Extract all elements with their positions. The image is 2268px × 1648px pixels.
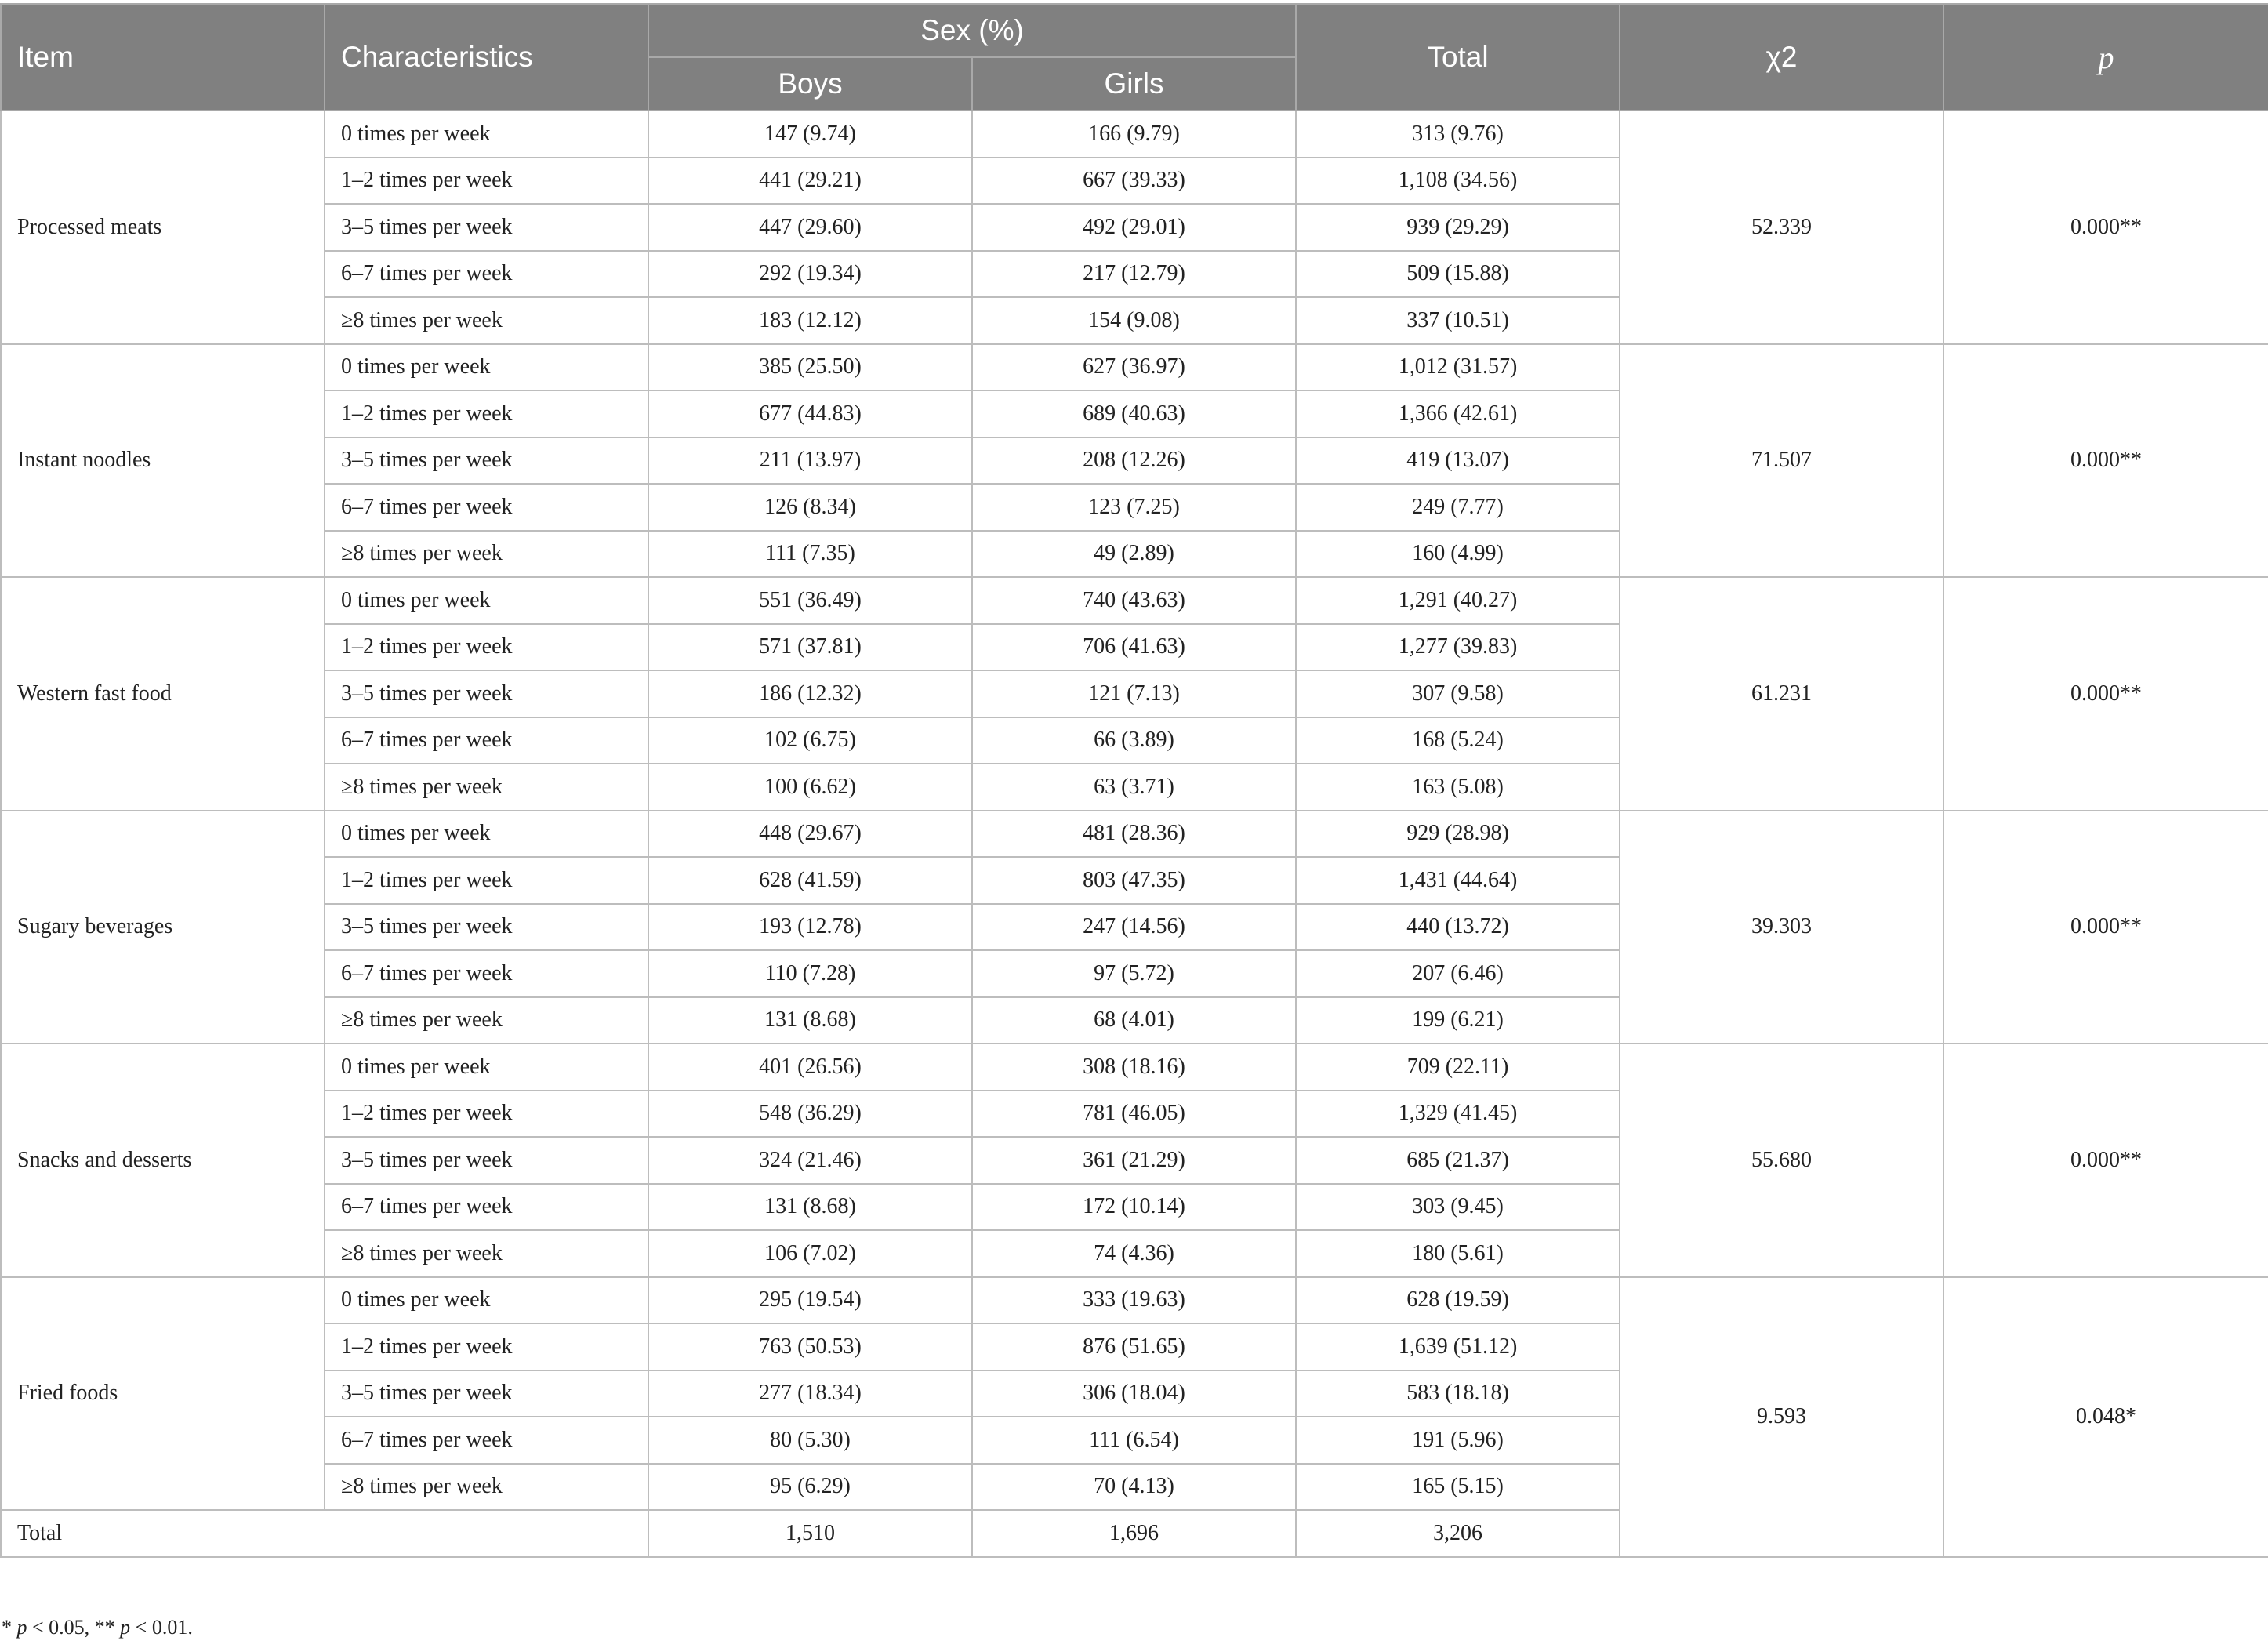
total-cell: 939 (29.29) (1296, 204, 1620, 251)
boys-cell: 126 (8.34) (648, 484, 972, 531)
table-row (1, 577, 2268, 624)
boys-cell: 677 (44.83) (648, 390, 972, 437)
total-cell: 628 (19.59) (1296, 1277, 1620, 1324)
header-item: Item (1, 4, 325, 111)
boys-cell: 100 (6.62) (648, 764, 972, 811)
boys-cell: 628 (41.59) (648, 857, 972, 904)
total-cell: 337 (10.51) (1296, 297, 1620, 344)
total-cell: 709 (22.11) (1296, 1044, 1620, 1091)
characteristic-cell: 0 times per week (325, 1277, 648, 1324)
total-cell: 303 (9.45) (1296, 1184, 1620, 1231)
boys-cell: 324 (21.46) (648, 1137, 972, 1184)
characteristic-cell: 3–5 times per week (325, 437, 648, 485)
boys-cell: 548 (36.29) (648, 1091, 972, 1138)
girls-cell: 803 (47.35) (972, 857, 1296, 904)
total-row-girls: 1,696 (972, 1510, 1296, 1557)
girls-cell: 66 (3.89) (972, 717, 1296, 764)
girls-cell: 876 (51.65) (972, 1323, 1296, 1370)
total-cell: 1,329 (41.45) (1296, 1091, 1620, 1138)
characteristic-cell: 1–2 times per week (325, 1323, 648, 1370)
chi2-cell: 71.507 (1620, 344, 1943, 578)
item-cell: Snacks and desserts (1, 1044, 325, 1277)
girls-cell: 217 (12.79) (972, 251, 1296, 298)
boys-cell: 295 (19.54) (648, 1277, 972, 1324)
header-p: p (1943, 4, 2268, 111)
characteristic-cell: 1–2 times per week (325, 158, 648, 205)
table-body (1, 111, 2268, 1557)
girls-cell: 627 (36.97) (972, 344, 1296, 391)
boys-cell: 292 (19.34) (648, 251, 972, 298)
boys-cell: 106 (7.02) (648, 1230, 972, 1277)
boys-cell: 448 (29.67) (648, 811, 972, 858)
girls-cell: 123 (7.25) (972, 484, 1296, 531)
characteristic-cell: 6–7 times per week (325, 717, 648, 764)
table-row (1, 1277, 2268, 1324)
boys-cell: 186 (12.32) (648, 670, 972, 717)
total-cell: 199 (6.21) (1296, 997, 1620, 1044)
item-cell: Western fast food (1, 577, 325, 811)
total-cell: 313 (9.76) (1296, 111, 1620, 158)
characteristic-cell: 3–5 times per week (325, 204, 648, 251)
characteristic-cell: 3–5 times per week (325, 1370, 648, 1417)
girls-cell: 689 (40.63) (972, 390, 1296, 437)
header-boys: Boys (648, 57, 972, 111)
p-value-cell: 0.000** (1943, 111, 2268, 344)
boys-cell: 80 (5.30) (648, 1417, 972, 1464)
girls-cell: 247 (14.56) (972, 904, 1296, 951)
characteristic-cell: 3–5 times per week (325, 904, 648, 951)
item-cell: Instant noodles (1, 344, 325, 578)
girls-cell: 306 (18.04) (972, 1370, 1296, 1417)
p-value-cell: 0.000** (1943, 811, 2268, 1044)
girls-cell: 308 (18.16) (972, 1044, 1296, 1091)
total-cell: 1,108 (34.56) (1296, 158, 1620, 205)
total-cell: 929 (28.98) (1296, 811, 1620, 858)
boys-cell: 111 (7.35) (648, 531, 972, 578)
girls-cell: 49 (2.89) (972, 531, 1296, 578)
total-cell: 1,012 (31.57) (1296, 344, 1620, 391)
girls-cell: 172 (10.14) (972, 1184, 1296, 1231)
total-cell: 419 (13.07) (1296, 437, 1620, 485)
characteristic-cell: ≥8 times per week (325, 764, 648, 811)
total-cell: 1,366 (42.61) (1296, 390, 1620, 437)
boys-cell: 441 (29.21) (648, 158, 972, 205)
boys-cell: 102 (6.75) (648, 717, 972, 764)
total-cell: 207 (6.46) (1296, 950, 1620, 997)
boys-cell: 763 (50.53) (648, 1323, 972, 1370)
footnote-p1: p (16, 1616, 27, 1639)
total-row-total: 3,206 (1296, 1510, 1620, 1557)
characteristic-cell: ≥8 times per week (325, 1230, 648, 1277)
food-frequency-table (0, 3, 2268, 1558)
header-characteristics: Characteristics (325, 4, 648, 111)
footnote-p2: p (120, 1616, 131, 1639)
girls-cell: 208 (12.26) (972, 437, 1296, 485)
header-girls: Girls (972, 57, 1296, 111)
total-cell: 583 (18.18) (1296, 1370, 1620, 1417)
table-row (1, 111, 2268, 158)
girls-cell: 333 (19.63) (972, 1277, 1296, 1324)
characteristic-cell: 3–5 times per week (325, 670, 648, 717)
boys-cell: 131 (8.68) (648, 1184, 972, 1231)
girls-cell: 68 (4.01) (972, 997, 1296, 1044)
characteristic-cell: ≥8 times per week (325, 531, 648, 578)
total-cell: 165 (5.15) (1296, 1464, 1620, 1511)
boys-cell: 193 (12.78) (648, 904, 972, 951)
total-cell: 307 (9.58) (1296, 670, 1620, 717)
boys-cell: 385 (25.50) (648, 344, 972, 391)
girls-cell: 361 (21.29) (972, 1137, 1296, 1184)
total-cell: 1,639 (51.12) (1296, 1323, 1620, 1370)
total-cell: 163 (5.08) (1296, 764, 1620, 811)
total-cell: 180 (5.61) (1296, 1230, 1620, 1277)
characteristic-cell: 1–2 times per week (325, 1091, 648, 1138)
p-value-cell: 0.000** (1943, 344, 2268, 578)
total-cell: 249 (7.77) (1296, 484, 1620, 531)
boys-cell: 401 (26.56) (648, 1044, 972, 1091)
girls-cell: 121 (7.13) (972, 670, 1296, 717)
characteristic-cell: 0 times per week (325, 344, 648, 391)
chi2-cell: 52.339 (1620, 111, 1943, 344)
boys-cell: 551 (36.49) (648, 577, 972, 624)
girls-cell: 706 (41.63) (972, 624, 1296, 671)
boys-cell: 147 (9.74) (648, 111, 972, 158)
footnote-text1: < 0.05, ** (27, 1616, 121, 1639)
boys-cell: 95 (6.29) (648, 1464, 972, 1511)
footnote-text2: < 0.01. (130, 1616, 193, 1639)
table-row (1, 811, 2268, 858)
girls-cell: 740 (43.63) (972, 577, 1296, 624)
chi2-cell: 9.593 (1620, 1277, 1943, 1557)
total-row-label: Total (1, 1510, 648, 1557)
chi2-cell: 55.680 (1620, 1044, 1943, 1277)
girls-cell: 70 (4.13) (972, 1464, 1296, 1511)
girls-cell: 97 (5.72) (972, 950, 1296, 997)
p-value-cell: 0.048* (1943, 1277, 2268, 1557)
characteristic-cell: 6–7 times per week (325, 950, 648, 997)
total-cell: 1,431 (44.64) (1296, 857, 1620, 904)
characteristic-cell: 0 times per week (325, 111, 648, 158)
girls-cell: 481 (28.36) (972, 811, 1296, 858)
boys-cell: 110 (7.28) (648, 950, 972, 997)
table-row (1, 1044, 2268, 1091)
item-cell: Sugary beverages (1, 811, 325, 1044)
characteristic-cell: 0 times per week (325, 1044, 648, 1091)
total-cell: 1,291 (40.27) (1296, 577, 1620, 624)
p-value-cell: 0.000** (1943, 1044, 2268, 1277)
characteristic-cell: 3–5 times per week (325, 1137, 648, 1184)
girls-cell: 492 (29.01) (972, 204, 1296, 251)
table-header (1, 4, 2268, 111)
girls-cell: 111 (6.54) (972, 1417, 1296, 1464)
table-footnote (2, 1616, 193, 1639)
item-cell: Fried foods (1, 1277, 325, 1511)
table-row (1, 344, 2268, 391)
boys-cell: 277 (18.34) (648, 1370, 972, 1417)
characteristic-cell: 1–2 times per week (325, 390, 648, 437)
header-chi2: χ2 (1620, 4, 1943, 111)
header-total: Total (1296, 4, 1620, 111)
girls-cell: 781 (46.05) (972, 1091, 1296, 1138)
characteristic-cell: 0 times per week (325, 577, 648, 624)
chi2-cell: 61.231 (1620, 577, 1943, 811)
chi2-cell: 39.303 (1620, 811, 1943, 1044)
total-cell: 509 (15.88) (1296, 251, 1620, 298)
total-cell: 685 (21.37) (1296, 1137, 1620, 1184)
table-container (0, 3, 2268, 1558)
characteristic-cell: 6–7 times per week (325, 1417, 648, 1464)
total-cell: 1,277 (39.83) (1296, 624, 1620, 671)
item-cell: Processed meats (1, 111, 325, 344)
total-cell: 191 (5.96) (1296, 1417, 1620, 1464)
header-sex: Sex (%) (648, 4, 1296, 57)
boys-cell: 447 (29.60) (648, 204, 972, 251)
characteristic-cell: ≥8 times per week (325, 297, 648, 344)
footnote-star: * (2, 1616, 17, 1639)
characteristic-cell: 1–2 times per week (325, 624, 648, 671)
girls-cell: 154 (9.08) (972, 297, 1296, 344)
girls-cell: 63 (3.71) (972, 764, 1296, 811)
characteristic-cell: ≥8 times per week (325, 1464, 648, 1511)
p-value-cell: 0.000** (1943, 577, 2268, 811)
girls-cell: 166 (9.79) (972, 111, 1296, 158)
total-cell: 440 (13.72) (1296, 904, 1620, 951)
boys-cell: 211 (13.97) (648, 437, 972, 485)
characteristic-cell: ≥8 times per week (325, 997, 648, 1044)
total-cell: 160 (4.99) (1296, 531, 1620, 578)
characteristic-cell: 6–7 times per week (325, 251, 648, 298)
boys-cell: 183 (12.12) (648, 297, 972, 344)
boys-cell: 131 (8.68) (648, 997, 972, 1044)
characteristic-cell: 1–2 times per week (325, 857, 648, 904)
characteristic-cell: 6–7 times per week (325, 484, 648, 531)
girls-cell: 667 (39.33) (972, 158, 1296, 205)
total-row-boys: 1,510 (648, 1510, 972, 1557)
girls-cell: 74 (4.36) (972, 1230, 1296, 1277)
characteristic-cell: 0 times per week (325, 811, 648, 858)
characteristic-cell: 6–7 times per week (325, 1184, 648, 1231)
total-cell: 168 (5.24) (1296, 717, 1620, 764)
boys-cell: 571 (37.81) (648, 624, 972, 671)
